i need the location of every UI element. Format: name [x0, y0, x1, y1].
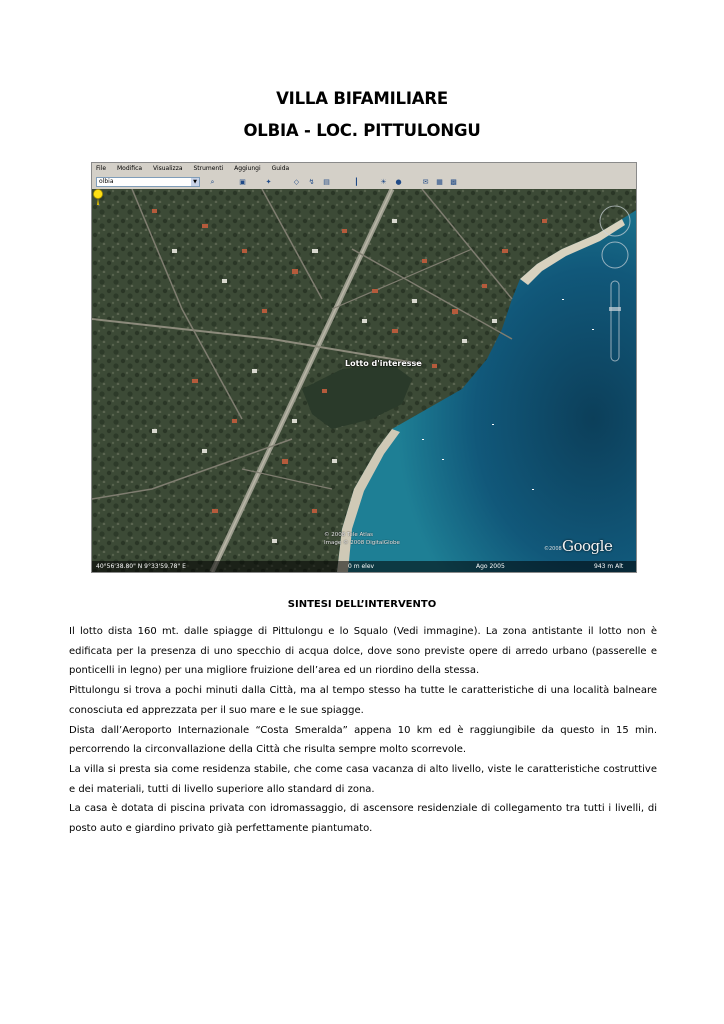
search-icon: ⌕ [210, 178, 215, 186]
sun-icon: ☀ [380, 178, 387, 186]
overlay-icon: ▤ [323, 178, 330, 186]
document-title: VILLA BIFAMILIARE [276, 89, 448, 108]
maps-icon: ▩ [450, 178, 457, 186]
elevation-readout: 0 m elev [348, 563, 375, 570]
coordinates-readout: 40°56'38.80" N 9°33'59.78" E [96, 563, 186, 570]
path-icon: ↯ [308, 178, 315, 186]
search-input [96, 177, 200, 187]
menu-item-aggiungi: Aggiungi [234, 165, 261, 172]
menu-bar [92, 163, 636, 175]
menu-item-strumenti: Strumenti [193, 165, 224, 172]
google-logo: Google [562, 537, 613, 555]
section-title: SINTESI DELL’INTERVENTO [287, 599, 437, 610]
copyright-line: © 2008 Tele Atlas [324, 532, 374, 538]
document-subtitle: OLBIA - LOC. PITTULONGU [243, 121, 481, 140]
search-value: olbia [99, 178, 114, 185]
email-icon: ✉ [422, 178, 429, 186]
satellite-imagery [92, 189, 637, 572]
copyright-line: Image © 2008 DigitalGlobe [324, 540, 400, 546]
menu-item-modifica: Modifica [116, 165, 143, 172]
sidebar-icon: ▣ [239, 178, 246, 186]
paragraph: La casa è dotata di piscina privata con idromassaggio, di ascensore residenziale di collegamento tra tutti i livelli, di posto auto e giardino privato già perfettamente piantumato. [69, 803, 657, 835]
imagery-date: Ago 2005 [476, 563, 505, 570]
map-status-bar [92, 561, 637, 572]
menu-item-file: File [96, 165, 107, 172]
polygon-icon: ◇ [293, 178, 300, 186]
menu-item-guida: Guida [271, 165, 290, 172]
planet-icon: ● [395, 178, 402, 186]
menu-item-visualizza: Visualizza [152, 165, 183, 172]
satellite-map [92, 189, 637, 572]
toolbar [92, 175, 636, 189]
satellite-map-screenshot [91, 162, 637, 573]
chevron-down-icon: ▼ [191, 178, 199, 186]
paragraph: La villa si presta sia come residenza stabile, che come casa vacanza di alto livello, viste le caratteristiche costruttive e dei materiali, tutti di livello superiore allo standard di zona. [69, 763, 657, 795]
placemark-icon: ✦ [265, 178, 272, 186]
body-text [69, 622, 657, 839]
paragraph: Pittulongu si trova a pochi minuti dalla Città, ma al tempo stesso ha tutte le caratteristiche di una località balneare conosciuta ed apprezzata per il suo mare e le sue spiagge. [69, 685, 657, 716]
pushpin-icon [92, 189, 104, 205]
ruler-icon: ┃ [354, 178, 359, 186]
altitude-readout: 943 m Alt [594, 563, 624, 570]
print-icon: ▦ [436, 178, 443, 186]
map-copyright [324, 531, 400, 547]
logo-year: ©2008 [544, 546, 562, 552]
map-marker-label: Lotto d'interesse [345, 359, 422, 368]
paragraph: Il lotto dista 160 mt. dalle spiagge di Pittulongu e lo Squalo (Vedi immagine). La zona antistante il lotto non è edificata per la presenza di uno specchio di acqua dolce, dove sono previste opere di arredo urbano (passerelle e ponticelli in legno) per una migliore fruizione dell’area ed un riordino della stessa. [69, 626, 657, 677]
paragraph: Dista dall’Aeroporto Internazionale “Costa Smeralda” appena 10 km ed è raggiungibile da questo in 15 min. percorrendo la circonvallazione della Città che risulta sempre molto scorrevole. [69, 724, 657, 756]
